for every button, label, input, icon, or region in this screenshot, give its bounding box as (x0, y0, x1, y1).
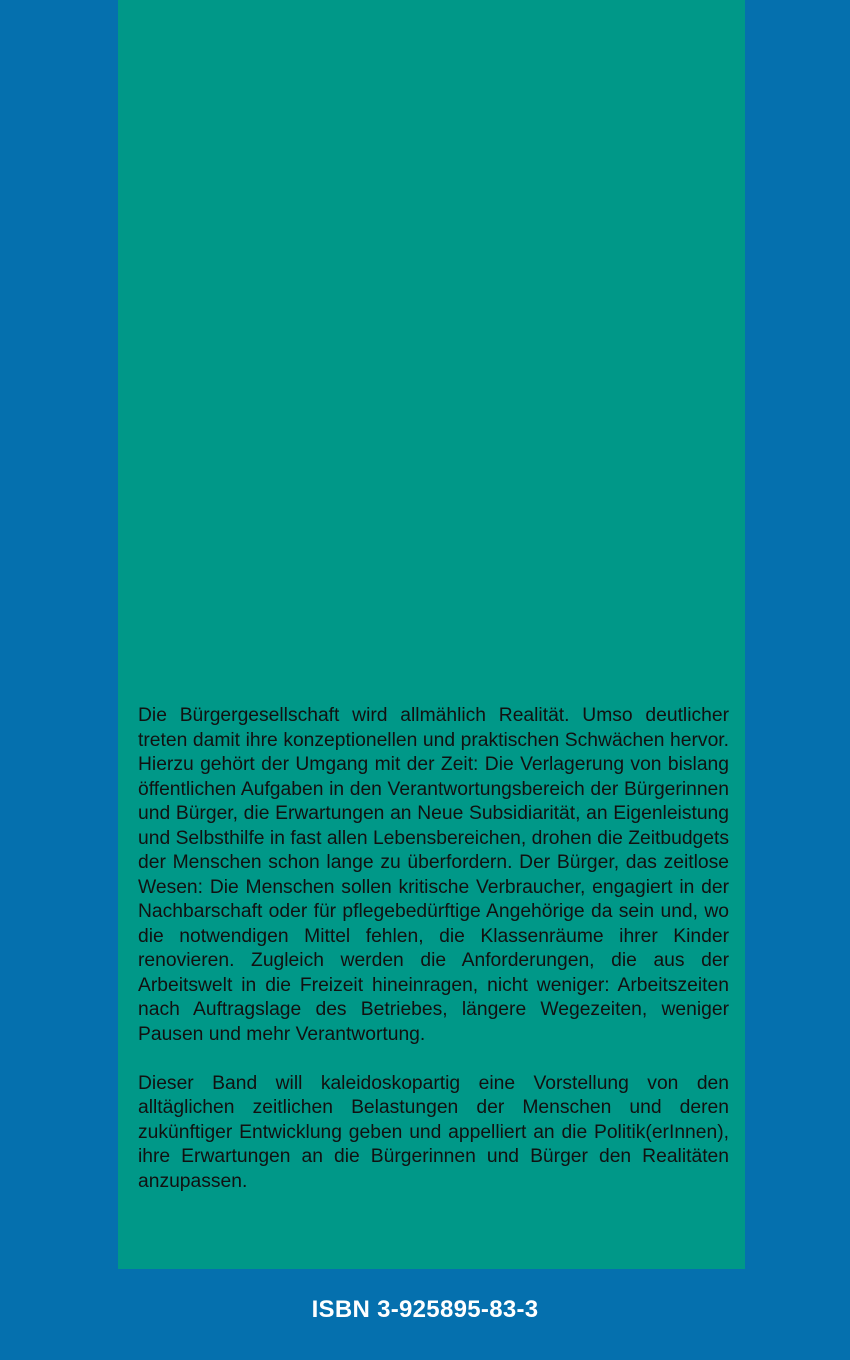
blurb-paragraph-2: Dieser Band will kaleidoskopartig eine Vorstellung von den alltäglichen zeitlichen Belastungen der Menschen und deren zukünftiger Entwicklung geben und appelliert an die Politik(erInnen), ihre Erwartungen an die Bürgerinnen und Bürger den Realitäten anzupassen. (138, 1072, 729, 1192)
cover-blurb (138, 704, 729, 1194)
blurb-paragraph-1: Die Bürgergesellschaft wird allmählich Realität. Umso deutlicher treten damit ihre konzeptionellen und praktischen Schwächen hervor. Hierzu gehört der Umgang mit der Zeit: Die Verlagerung von bislang öffentlichen Aufgaben in den Verantwortungsbereich der Bürgerinnen und Bürger, die Erwartungen an Neue Subsidiarität, an Eigenleistung und Selbsthilfe in fast allen Lebensbereichen, drohen die Zeitbudgets der Menschen schon lange zu überfordern. Der Bürger, das zeitlose Wesen: Die Menschen sollen kritische Verbraucher, engagiert in der Nachbarschaft oder für pflegebedürftige Angehörige da sein und, wo die notwendigen Mittel fehlen, die Klassenräume ihrer Kinder renovieren. Zugleich werden die Anforderungen, die aus der Arbeitswelt in die Freizeit hineinragen, nicht weniger: Arbeitszeiten nach Auftragslage des Betriebes, längere Wegezeiten, weniger Pausen und mehr Verantwortung. (138, 705, 729, 1045)
isbn-number: ISBN 3-925895-83-3 (311, 1296, 539, 1323)
